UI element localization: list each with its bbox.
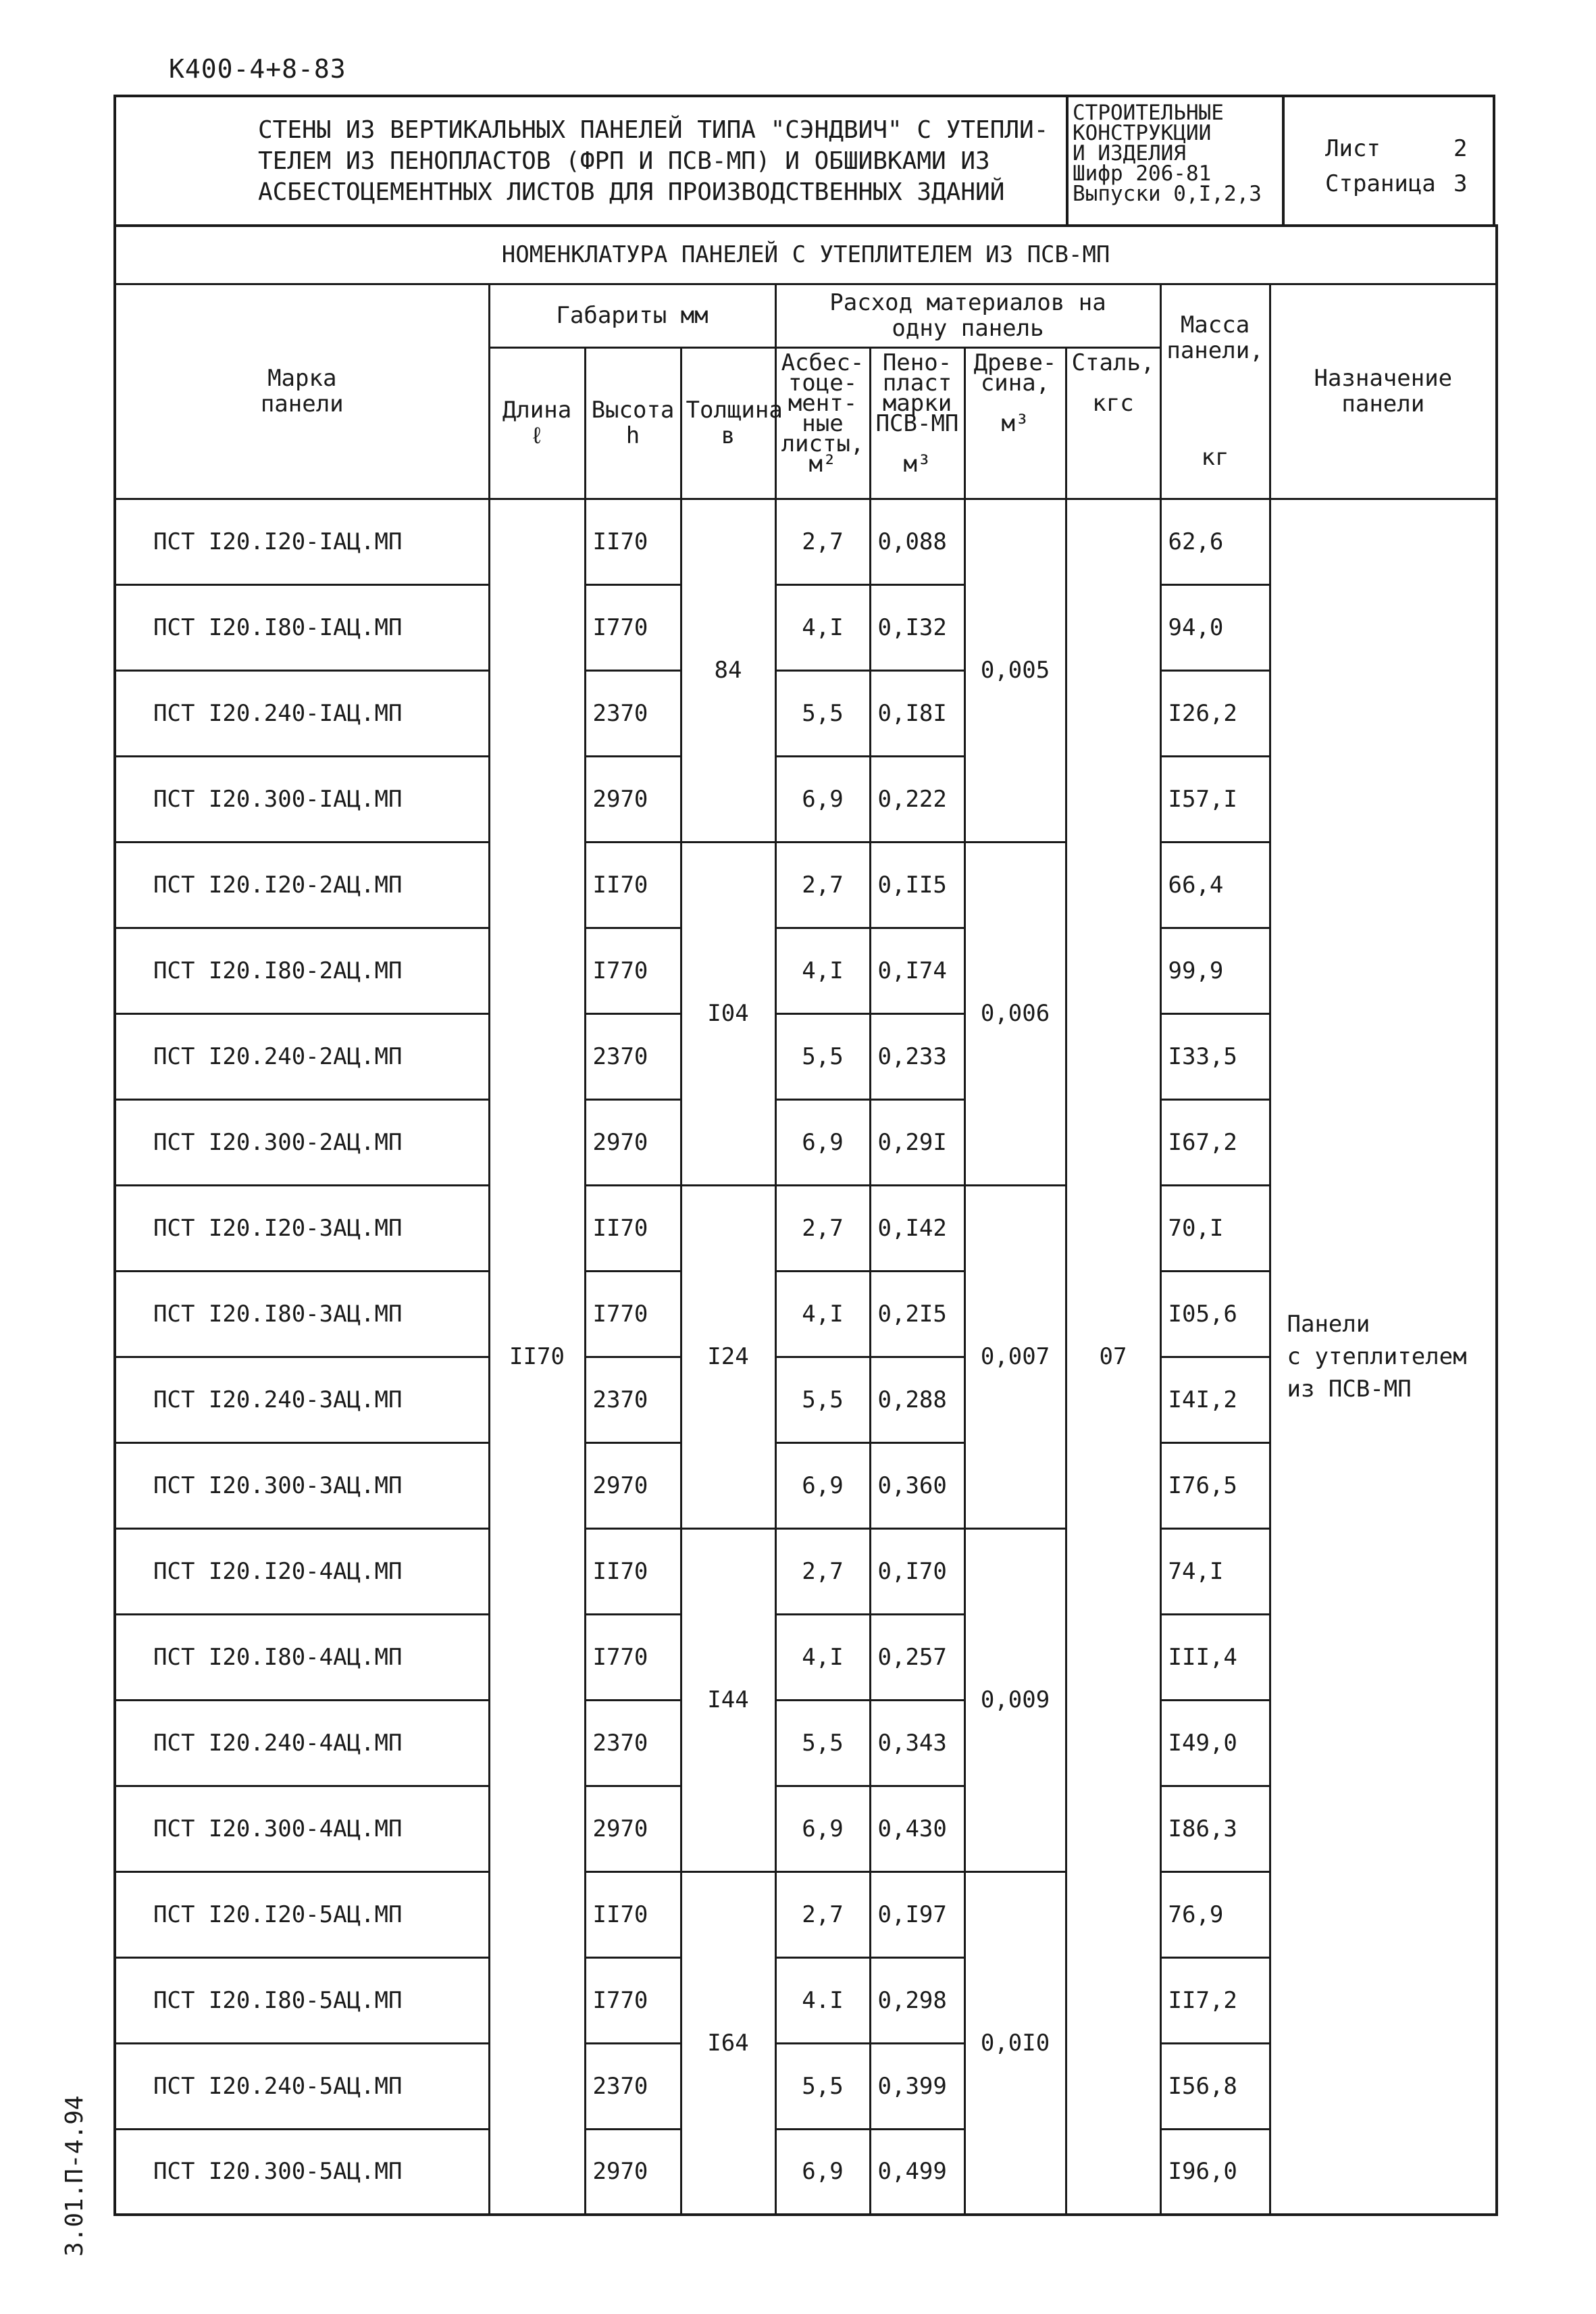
- panel-height: I770: [585, 1614, 681, 1700]
- catalog-line: И ИЗДЕЛИЯ: [1073, 141, 1186, 166]
- panel-height: 2370: [585, 2043, 681, 2129]
- panel-height: II70: [585, 842, 681, 928]
- catalog-line: СТРОИТЕЛЬНЫЕ: [1073, 101, 1224, 125]
- sheet-info: [1285, 97, 1493, 224]
- catalog-info: [1069, 97, 1285, 224]
- panel-height: 2970: [585, 1099, 681, 1185]
- sheet-number: 2: [1453, 135, 1468, 162]
- header-steel: Сталь, кгс: [1066, 347, 1160, 499]
- foam-volume: 0,298: [870, 1957, 964, 2043]
- asbestos-sheets: 5,5: [775, 670, 870, 756]
- asbestos-sheets: 5,5: [775, 1357, 870, 1442]
- header-length: Длина ℓ: [489, 347, 585, 499]
- header-mass: Масса панели, кг: [1160, 284, 1270, 499]
- header-thickness: Толщина в: [681, 347, 775, 499]
- panel-mass: I56,8: [1160, 2043, 1270, 2129]
- catalog-line: КОНСТРУКЦИИ: [1073, 121, 1212, 145]
- panel-mark: ПСТ I20.I80-2АЦ.МП: [115, 928, 489, 1013]
- foam-volume: 0,I42: [870, 1185, 964, 1271]
- panel-height: 2370: [585, 1357, 681, 1442]
- panel-height: 2370: [585, 1013, 681, 1099]
- panel-height: I770: [585, 584, 681, 670]
- panel-mass: 70,I: [1160, 1185, 1270, 1271]
- asbestos-sheets: 5,5: [775, 1700, 870, 1786]
- header-mass-unit: кг: [1201, 444, 1229, 471]
- foam-volume: 0,29I: [870, 1099, 964, 1185]
- asbestos-sheets: 6,9: [775, 756, 870, 842]
- panel-thickness: I04: [681, 842, 775, 1185]
- panel-mass: I76,5: [1160, 1442, 1270, 1528]
- asbestos-sheets: 6,9: [775, 1099, 870, 1185]
- foam-volume: 0,I74: [870, 928, 964, 1013]
- panel-mark: ПСТ I20.I80-IАЦ.МП: [115, 584, 489, 670]
- panel-mark: ПСТ I20.240-4АЦ.МП: [115, 1700, 489, 1786]
- panel-mass: I96,0: [1160, 2129, 1270, 2215]
- panel-mass: 74,I: [1160, 1528, 1270, 1614]
- foam-volume: 0,II5: [870, 842, 964, 928]
- asbestos-sheets: 2,7: [775, 1528, 870, 1614]
- foam-volume: 0,I97: [870, 1871, 964, 1957]
- foam-volume: 0,2I5: [870, 1271, 964, 1357]
- header-foam: Пено- пласт марки ПСВ-МП м³: [870, 347, 964, 499]
- panel-height: 2370: [585, 1700, 681, 1786]
- panel-height: I770: [585, 928, 681, 1013]
- panel-mark: ПСТ I20.300-4АЦ.МП: [115, 1786, 489, 1871]
- foam-volume: 0,343: [870, 1700, 964, 1786]
- asbestos-sheets: 6,9: [775, 1442, 870, 1528]
- panel-mass: I4I,2: [1160, 1357, 1270, 1442]
- panel-height: II70: [585, 1528, 681, 1614]
- panel-mark: ПСТ I20.240-5АЦ.МП: [115, 2043, 489, 2129]
- title-block: [113, 95, 1495, 224]
- panel-mark: ПСТ I20.300-IАЦ.МП: [115, 756, 489, 842]
- asbestos-sheets: 2,7: [775, 842, 870, 928]
- wood-volume: 0,005: [964, 499, 1066, 842]
- header-materials: Расход материалов на одну панель: [775, 284, 1160, 347]
- panel-mark: ПСТ I20.240-IАЦ.МП: [115, 670, 489, 756]
- panel-height: 2970: [585, 1786, 681, 1871]
- panel-height: 2970: [585, 2129, 681, 2215]
- asbestos-sheets: 4,I: [775, 1271, 870, 1357]
- foam-volume: 0,288: [870, 1357, 964, 1442]
- panel-mark: ПСТ I20.300-2АЦ.МП: [115, 1099, 489, 1185]
- asbestos-sheets: 6,9: [775, 2129, 870, 2215]
- panel-height: 2970: [585, 1442, 681, 1528]
- panel-mark: ПСТ I20.I80-5АЦ.МП: [115, 1957, 489, 2043]
- asbestos-sheets: 4.I: [775, 1957, 870, 2043]
- panel-mass: I26,2: [1160, 670, 1270, 756]
- panel-nomenclature-table: [113, 224, 1498, 2216]
- panel-height: II70: [585, 1185, 681, 1271]
- panel-mass: II7,2: [1160, 1957, 1270, 2043]
- panel-mark: ПСТ I20.I20-2АЦ.МП: [115, 842, 489, 928]
- panel-length: II70: [489, 499, 585, 2215]
- asbestos-sheets: 2,7: [775, 1185, 870, 1271]
- title-line: АСБЕСТОЦЕМЕНТНЫХ ЛИСТОВ ДЛЯ ПРОИЗВОДСТВЕННЫХ ЗДАНИЙ: [258, 178, 1005, 206]
- foam-volume: 0,I8I: [870, 670, 964, 756]
- catalog-line: Шифр 206-81: [1073, 161, 1212, 186]
- foam-volume: 0,499: [870, 2129, 964, 2215]
- panel-thickness: I44: [681, 1528, 775, 1871]
- header-asbestos: Асбес- тоце- мент- ные листы, м²: [775, 347, 870, 499]
- foam-volume: 0,233: [870, 1013, 964, 1099]
- asbestos-sheets: 5,5: [775, 1013, 870, 1099]
- panel-height: II70: [585, 1871, 681, 1957]
- asbestos-sheets: 4,I: [775, 584, 870, 670]
- panel-mark: ПСТ I20.I80-3АЦ.МП: [115, 1271, 489, 1357]
- panel-thickness: I64: [681, 1871, 775, 2215]
- foam-volume: 0,257: [870, 1614, 964, 1700]
- panel-mark: ПСТ I20.240-3АЦ.МП: [115, 1357, 489, 1442]
- asbestos-sheets: 4,I: [775, 1614, 870, 1700]
- wood-volume: 0,006: [964, 842, 1066, 1185]
- panel-mass: III,4: [1160, 1614, 1270, 1700]
- asbestos-sheets: 5,5: [775, 2043, 870, 2129]
- steel-amount: 07: [1066, 499, 1160, 2215]
- panel-height: I770: [585, 1957, 681, 2043]
- panel-mark: ПСТ I20.300-5АЦ.МП: [115, 2129, 489, 2215]
- page-number: 3: [1453, 170, 1468, 197]
- asbestos-sheets: 2,7: [775, 1871, 870, 1957]
- wood-volume: 0,0I0: [964, 1871, 1066, 2215]
- panel-mass: I57,I: [1160, 756, 1270, 842]
- document-title: [116, 97, 1069, 224]
- panel-mark: ПСТ I20.I80-4АЦ.МП: [115, 1614, 489, 1700]
- asbestos-sheets: 2,7: [775, 499, 870, 584]
- panel-height: I770: [585, 1271, 681, 1357]
- wood-volume: 0,007: [964, 1185, 1066, 1528]
- panel-mark: ПСТ I20.300-3АЦ.МП: [115, 1442, 489, 1528]
- panel-height: 2970: [585, 756, 681, 842]
- panel-mass: I33,5: [1160, 1013, 1270, 1099]
- panel-mass: 94,0: [1160, 584, 1270, 670]
- panel-mark: ПСТ I20.240-2АЦ.МП: [115, 1013, 489, 1099]
- catalog-line: Выпуски 0,I,2,3: [1073, 182, 1262, 206]
- foam-volume: 0,088: [870, 499, 964, 584]
- panel-mark: ПСТ I20.I20-4АЦ.МП: [115, 1528, 489, 1614]
- page-label: Страница: [1325, 170, 1436, 197]
- panel-mark: ПСТ I20.I20-5АЦ.МП: [115, 1871, 489, 1957]
- panel-height: 2370: [585, 670, 681, 756]
- foam-volume: 0,360: [870, 1442, 964, 1528]
- panel-mark: ПСТ I20.I20-3АЦ.МП: [115, 1185, 489, 1271]
- panel-purpose: Панели с утеплителем из ПСВ-МП: [1270, 499, 1497, 2215]
- panel-mass: 62,6: [1160, 499, 1270, 584]
- header-height: Высота h: [585, 347, 681, 499]
- asbestos-sheets: 6,9: [775, 1786, 870, 1871]
- panel-mass: I86,3: [1160, 1786, 1270, 1871]
- asbestos-sheets: 4,I: [775, 928, 870, 1013]
- panel-mark: ПСТ I20.I20-IАЦ.МП: [115, 499, 489, 584]
- header-dimensions: Габариты мм: [489, 284, 775, 347]
- title-line: ТЕЛЕМ ИЗ ПЕНОПЛАСТОВ (ФРП И ПСВ-МП) И ОБШИВКАМИ ИЗ: [258, 147, 990, 175]
- panel-mass: 76,9: [1160, 1871, 1270, 1957]
- foam-volume: 0,399: [870, 2043, 964, 2129]
- header-purpose: Назначение панели: [1270, 284, 1497, 499]
- title-line: СТЕНЫ ИЗ ВЕРТИКАЛЬНЫХ ПАНЕЛЕЙ ТИПА "СЭНДВИЧ" С УТЕПЛИ-: [258, 116, 1049, 144]
- foam-volume: 0,I70: [870, 1528, 964, 1614]
- document-code: К400-4+8-83: [169, 54, 346, 84]
- wood-volume: 0,009: [964, 1528, 1066, 1871]
- table-caption: НОМЕНКЛАТУРА ПАНЕЛЕЙ С УТЕПЛИТЕЛЕМ ИЗ ПСВ-МП: [115, 226, 1497, 284]
- panel-thickness: 84: [681, 499, 775, 842]
- panel-mass: 66,4: [1160, 842, 1270, 928]
- panel-mass: I49,0: [1160, 1700, 1270, 1786]
- side-document-code: 3.01.П-4.94: [61, 2095, 88, 2257]
- header-mark: Марка панели: [115, 284, 489, 499]
- sheet-label: Лист: [1325, 135, 1381, 162]
- panel-thickness: I24: [681, 1185, 775, 1528]
- panel-mass: I05,6: [1160, 1271, 1270, 1357]
- foam-volume: 0,I32: [870, 584, 964, 670]
- panel-height: II70: [585, 499, 681, 584]
- table-row: [115, 499, 1497, 584]
- header-wood: Древе- сина, м³: [964, 347, 1066, 499]
- foam-volume: 0,222: [870, 756, 964, 842]
- panel-mass: I67,2: [1160, 1099, 1270, 1185]
- foam-volume: 0,430: [870, 1786, 964, 1871]
- panel-mass: 99,9: [1160, 928, 1270, 1013]
